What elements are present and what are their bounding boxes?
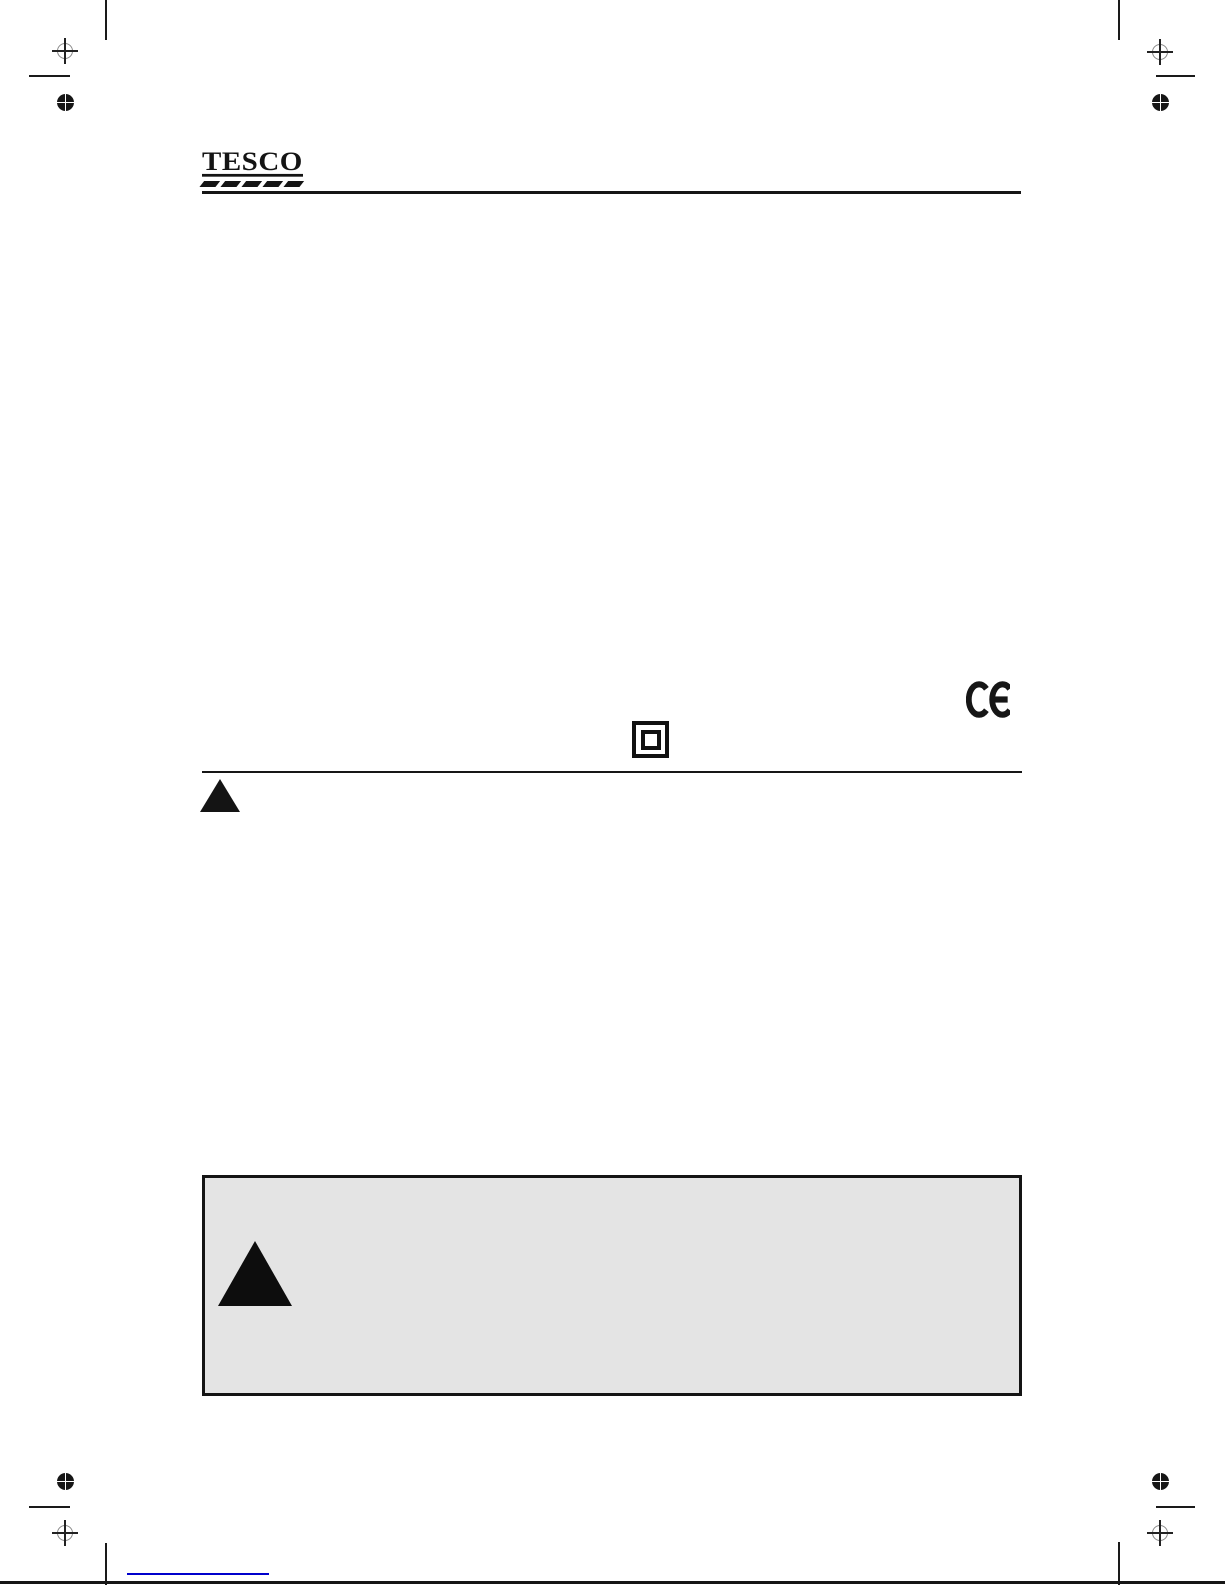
tesco-logo [202, 147, 312, 187]
note-warning-triangle-icon [218, 1241, 292, 1306]
registration-target-icon [1147, 39, 1173, 65]
tesco-logo-stripes [202, 181, 309, 187]
registration-target-icon [52, 38, 78, 64]
tesco-logo-text: TESCO [202, 147, 303, 177]
trim-line-icon [29, 1506, 70, 1508]
page-edge-rule [0, 1581, 1225, 1584]
trim-line-icon [1118, 1542, 1120, 1585]
registration-dot-icon [1152, 94, 1169, 111]
footer-hyperlink-underline[interactable] [127, 1573, 269, 1575]
trim-line-icon [105, 1543, 107, 1585]
trim-line-icon [1156, 1506, 1195, 1508]
registration-dot-icon [57, 94, 74, 111]
registration-target-icon [52, 1520, 78, 1546]
registration-dot-icon [1152, 1473, 1169, 1490]
class-ii-double-insulation-icon [632, 721, 669, 758]
trim-line-icon [1156, 75, 1195, 77]
trim-line-icon [105, 0, 107, 40]
warning-triangle-icon [200, 779, 240, 812]
section-divider-rule [202, 771, 1022, 773]
note-box [202, 1175, 1022, 1396]
registration-target-icon [1147, 1520, 1173, 1546]
registration-dot-icon [57, 1473, 74, 1490]
trim-line-icon [1118, 0, 1120, 40]
trim-line-icon [29, 75, 70, 77]
header-rule [202, 191, 1021, 194]
ce-mark-icon [966, 681, 1010, 718]
